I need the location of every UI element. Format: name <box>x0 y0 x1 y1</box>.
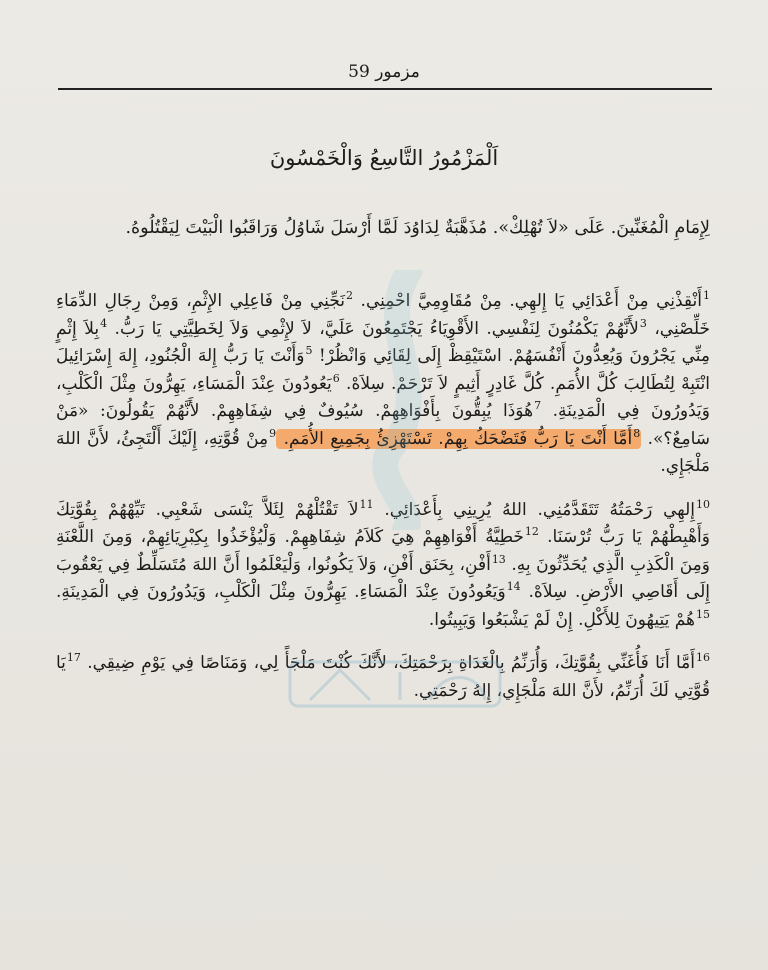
verse-number: 9 <box>269 426 277 440</box>
verse-number: 8 <box>633 426 641 440</box>
highlighted-verse <box>276 426 641 449</box>
verse-text: أَنْقِذْنِي مِنْ أَعْدَائِي يَا إِلهِي. مِنْ مُقَاوِمِيَّ احْمِنِي. <box>353 291 702 311</box>
running-header: مزمور 59 <box>348 62 420 82</box>
verse-text: أَفْنِ، بِحَنَق أَفْنِ، وَلاَ يَكُونُوا، وَلْيَعْلَمُوا أَنَّ اللهَ مُتَسَلِّطٌ فِي يَعْقُوبَ إِلَى أَقَاصِي الأَرْضِ. سِلاَهْ. <box>56 554 711 602</box>
verse-text: وَأَنْتَ يَا رَبُّ إِلهَ الْجُنُودِ، إِلهَ إِسْرَائِيلَ انْتَبِهْ لِتُطَالِبَ كُلَّ الأُمَمِ. كُلَّ غَادِرٍ أَثِيمٍ لاَ تَرْحَمْ. سِلاَهْ. <box>56 346 710 394</box>
verse-text: وَيَعُودُونَ عِنْدَ الْمَسَاءِ. يَهِرُّونَ مِثْلَ الْكَلْبِ، وَيَدُورُونَ فِي الْمَدِينَةِ. <box>56 582 506 602</box>
verse-text: إِلهِي رَحْمَتُهُ تَتَقَدَّمُنِي. اللهُ يُرِينِي بِأَعْدَائِي. <box>373 499 695 520</box>
verse-text: يَا قُوَّتِي لَكَ أُرَنِّمُ، لأَنَّ اللهَ مَلْجَإِي، إِلهُ رَحْمَتِي. <box>56 653 710 701</box>
verse-text: هُوَذَا يُبِقُّونَ بِأَفْوَاهِهِمْ. سُيُوفٌ فِي شِفَاهِهِمْ. لأَنَّهُمْ يَقُولُونَ: «مَنْ سَامِعٌ؟». <box>56 401 710 449</box>
psalm-body <box>56 288 710 721</box>
verse-number: 2 <box>346 289 354 303</box>
verse <box>56 582 521 602</box>
psalm-title: اَلْمَزْمُورُ التَّاسِعُ وَالْخَمْسُونَ <box>269 146 499 170</box>
verse-number: 13 <box>491 552 506 566</box>
verse-text: لاَ تَقْتُلْهُمْ لِئَلاَّ يَنْسَى شَعْبِي. تَيِّهْهُمْ بِقُوَّتِكَ وَأَهْبِطْهُمْ يَا رَبُّ تُرْسَنَا. <box>56 499 710 547</box>
psalm-superscription: لِإِمَامِ الْمُغَنِّينَ. عَلَى «لاَ تُهْلِكْ». مُذَهَّبَةٌ لِدَاوُدَ لَمَّا أَرْسَلَ شَاوُلُ وَرَاقَبُوا الْبَيْتَ لِيَقْتُلُوهُ. <box>125 218 710 238</box>
verse-number: 6 <box>332 371 340 385</box>
verse <box>353 291 710 311</box>
verse-number: 12 <box>524 525 539 539</box>
verse-text: يَعُودُونَ عِنْدَ الْمَسَاءِ، يَهِرُّونَ مِثْلَ الْكَلْبِ، وَيَدُورُونَ فِي الْمَدِينَةِ. <box>56 373 710 421</box>
verse-text: خَطِيَّةُ أَفْوَاهِهِمْ هِيَ كَلاَمُ شِفَاهِهِمْ. وَلْيُؤْخَذُوا بِكِبْرِيَائِهِمْ، وَمِنَ اللَّعْنَةِ وَمِنَ الْكَذِبِ الَّذِي يُحَدِّثُونَ بِهِ. <box>56 527 710 575</box>
verse-number: 4 <box>100 316 108 330</box>
verse <box>81 653 710 673</box>
verse-number: 3 <box>639 316 647 330</box>
verse-text: نَجِّنِي مِنْ فَاعِلِي الإِثْمِ، وَمِنْ رِجَالِ الدِّمَاءِ خَلِّصْنِي، <box>56 291 710 339</box>
verse-number: 15 <box>696 607 710 621</box>
verse-number: 16 <box>696 651 710 665</box>
verse-text: بِلاَ إِثْمٍ مِنِّي يَجْرُونَ وَيُعِدُّونَ أَنْفُسَهُمْ. اسْتَيْقِظْ إِلَى لِقَائِي وَانْظُرْ! <box>56 318 710 366</box>
header-divider <box>58 88 712 90</box>
verse-text: هُمْ يَتِيهُونَ لِلأَكْلِ. إِنْ لَمْ يَشْبَعُوا وَيَبِيتُوا. <box>428 609 695 630</box>
verse <box>428 607 710 630</box>
psalm-paragraph <box>56 497 710 635</box>
verse-text: أَمَّا أَنْتَ يَا رَبُّ فَتَضْحَكُ بِهِمْ. تَسْتَهْزِئُ بِجَمِيعِ الأُمَمِ. <box>277 428 633 449</box>
verse-number: 7 <box>534 399 542 413</box>
verse-number: 17 <box>66 651 81 665</box>
psalm-paragraph <box>56 288 710 481</box>
verse <box>107 316 647 339</box>
verse-text: لأَنَّهُمْ يَكْمُنُونَ لِنَفْسِي. الأَقْوِيَاءُ يَجْتَمِعُونَ عَلَيَّ، لاَ لإِثْمِي وَلاَ لِخَطِيَّتِي يَا رَبُّ. <box>107 318 639 339</box>
verse-text: أَمَّا أَنَا فَأُغَنِّي بِقُوَّتِكَ، وَأُرَنِّمُ بِالْغَدَاةِ بِرَحْمَتِكَ، لأَنَّكَ كُنْتَ مَلْجَأً لِي، وَمَنَاصًا فِي يَوْمِ ضِيقِي. <box>80 653 695 673</box>
verse-number: 10 <box>696 497 710 511</box>
verse-number: 11 <box>359 497 374 511</box>
verse <box>373 497 710 520</box>
verse-text: مِنْ قُوَّتِهِ، إِلَيْكَ أَلْتَجِئُ، لأَنَّ اللهَ مَلْجَإِي. <box>56 428 710 476</box>
verse-number: 1 <box>703 289 710 303</box>
verse-number: 14 <box>506 580 521 594</box>
psalm-paragraph <box>56 650 710 705</box>
verse-number: 5 <box>305 344 313 358</box>
